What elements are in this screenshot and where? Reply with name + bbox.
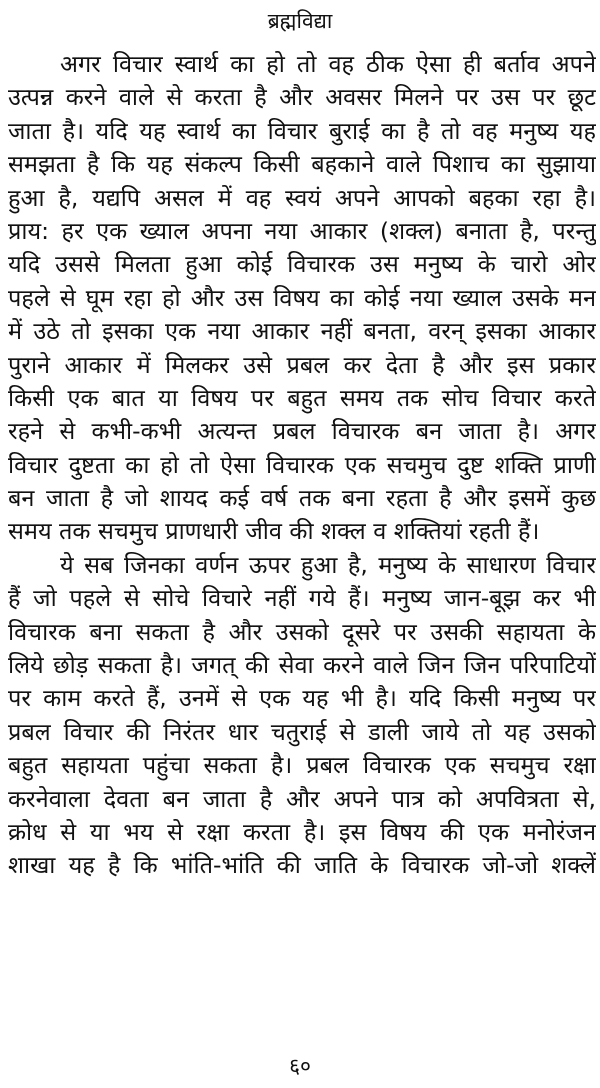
text-line: हुआ है, यद्यपि असल में वह स्वयं अपने आपको बहका रहा है। xyxy=(8,183,596,212)
text-line: लिये छोड़ सकता है। जगत् की सेवा करने वाले जिन जिन परिपाटियों xyxy=(8,651,596,680)
text-line: प्राय: हर एक ख्याल अपना नया आकार (शक्ल) बनाता है, परन्तु xyxy=(8,216,596,245)
text-line: हैं जो पहले से सोचे विचारे नहीं गये हैं। मनुष्य जान-बूझ कर भी xyxy=(8,584,596,613)
text-line: बन जाता है जो शायद कई वर्ष तक बना रहता है और इसमें कुछ xyxy=(8,484,596,513)
text-line: करनेवाला देवता बन जाता है और अपने पात्र को अपवित्रता से, xyxy=(8,784,596,813)
running-head: ब्रह्मविद्या xyxy=(267,9,333,33)
text-line: ये सब जिनका वर्णन ऊपर हुआ है, मनुष्य के साधारण विचार xyxy=(60,550,596,579)
text-line: विचारक बना सकता है और उसको दूसरे पर उसकी सहायता के xyxy=(8,617,596,646)
body-text xyxy=(8,48,596,883)
text-line: में उठे तो इसका एक नया आकार नहीं बनता, वरन् इसका आकार xyxy=(8,317,596,346)
text-line: पहले से घूम रहा हो और उस विषय का कोई नया ख्याल उसके मन xyxy=(8,283,596,312)
text-line: प्रबल विचार की निरंतर धार चतुराई से डाली जाये तो यह उसको xyxy=(8,717,596,746)
text-line: उत्पन्न करने वाले से करता है और अवसर मिलने पर उस पर छूट xyxy=(8,83,596,112)
text-line: यदि उससे मिलता हुआ कोई विचारक उस मनुष्य के चारो ओर xyxy=(8,250,596,279)
text-line: पुराने आकार में मिलकर उसे प्रबल कर देता है और इस प्रकार xyxy=(8,350,596,379)
paragraph-2 xyxy=(8,549,596,883)
text-line: बहुत सहायता पहुंचा सकता है। प्रबल विचारक एक सचमुच रक्षा xyxy=(8,751,596,780)
text-line: क्रोध से या भय से रक्षा करता है। इस विषय की एक मनोरंजन xyxy=(8,817,596,846)
page-number: ६० xyxy=(289,1054,311,1078)
text-line: रहने से कभी-कभी अत्यन्त प्रबल विचारक बन जाता है। अगर xyxy=(8,417,596,446)
text-line: अगर विचार स्वार्थ का हो तो वह ठीक ऐसा ही बर्ताव अपने xyxy=(60,50,596,78)
text-line: शाखा यह है कि भांति-भांति की जाति के विचारक जो-जो शक्लें xyxy=(8,851,596,880)
text-line: जाता है। यदि यह स्वार्थ का विचार बुराई का है तो वह मनुष्य यह xyxy=(8,116,596,145)
text-line: विचार दुष्टता का हो तो ऐसा विचारक एक सचमुच दुष्ट शक्ति प्राणी xyxy=(8,450,596,479)
text-line: समय तक सचमुच प्राणधारी जीव की शक्ल व शक्तियां रहती हैं। xyxy=(8,517,540,546)
text-line: किसी एक बात या विषय पर बहुत समय तक सोच विचार करते xyxy=(8,383,596,412)
paragraph-1 xyxy=(8,48,596,549)
text-line: पर काम करते हैं, उनमें से एक यह भी है। यदि किसी मनुष्य पर xyxy=(8,684,596,713)
text-line: समझता है कि यह संकल्प किसी बहकाने वाले पिशाच का सुझाया xyxy=(8,150,596,179)
